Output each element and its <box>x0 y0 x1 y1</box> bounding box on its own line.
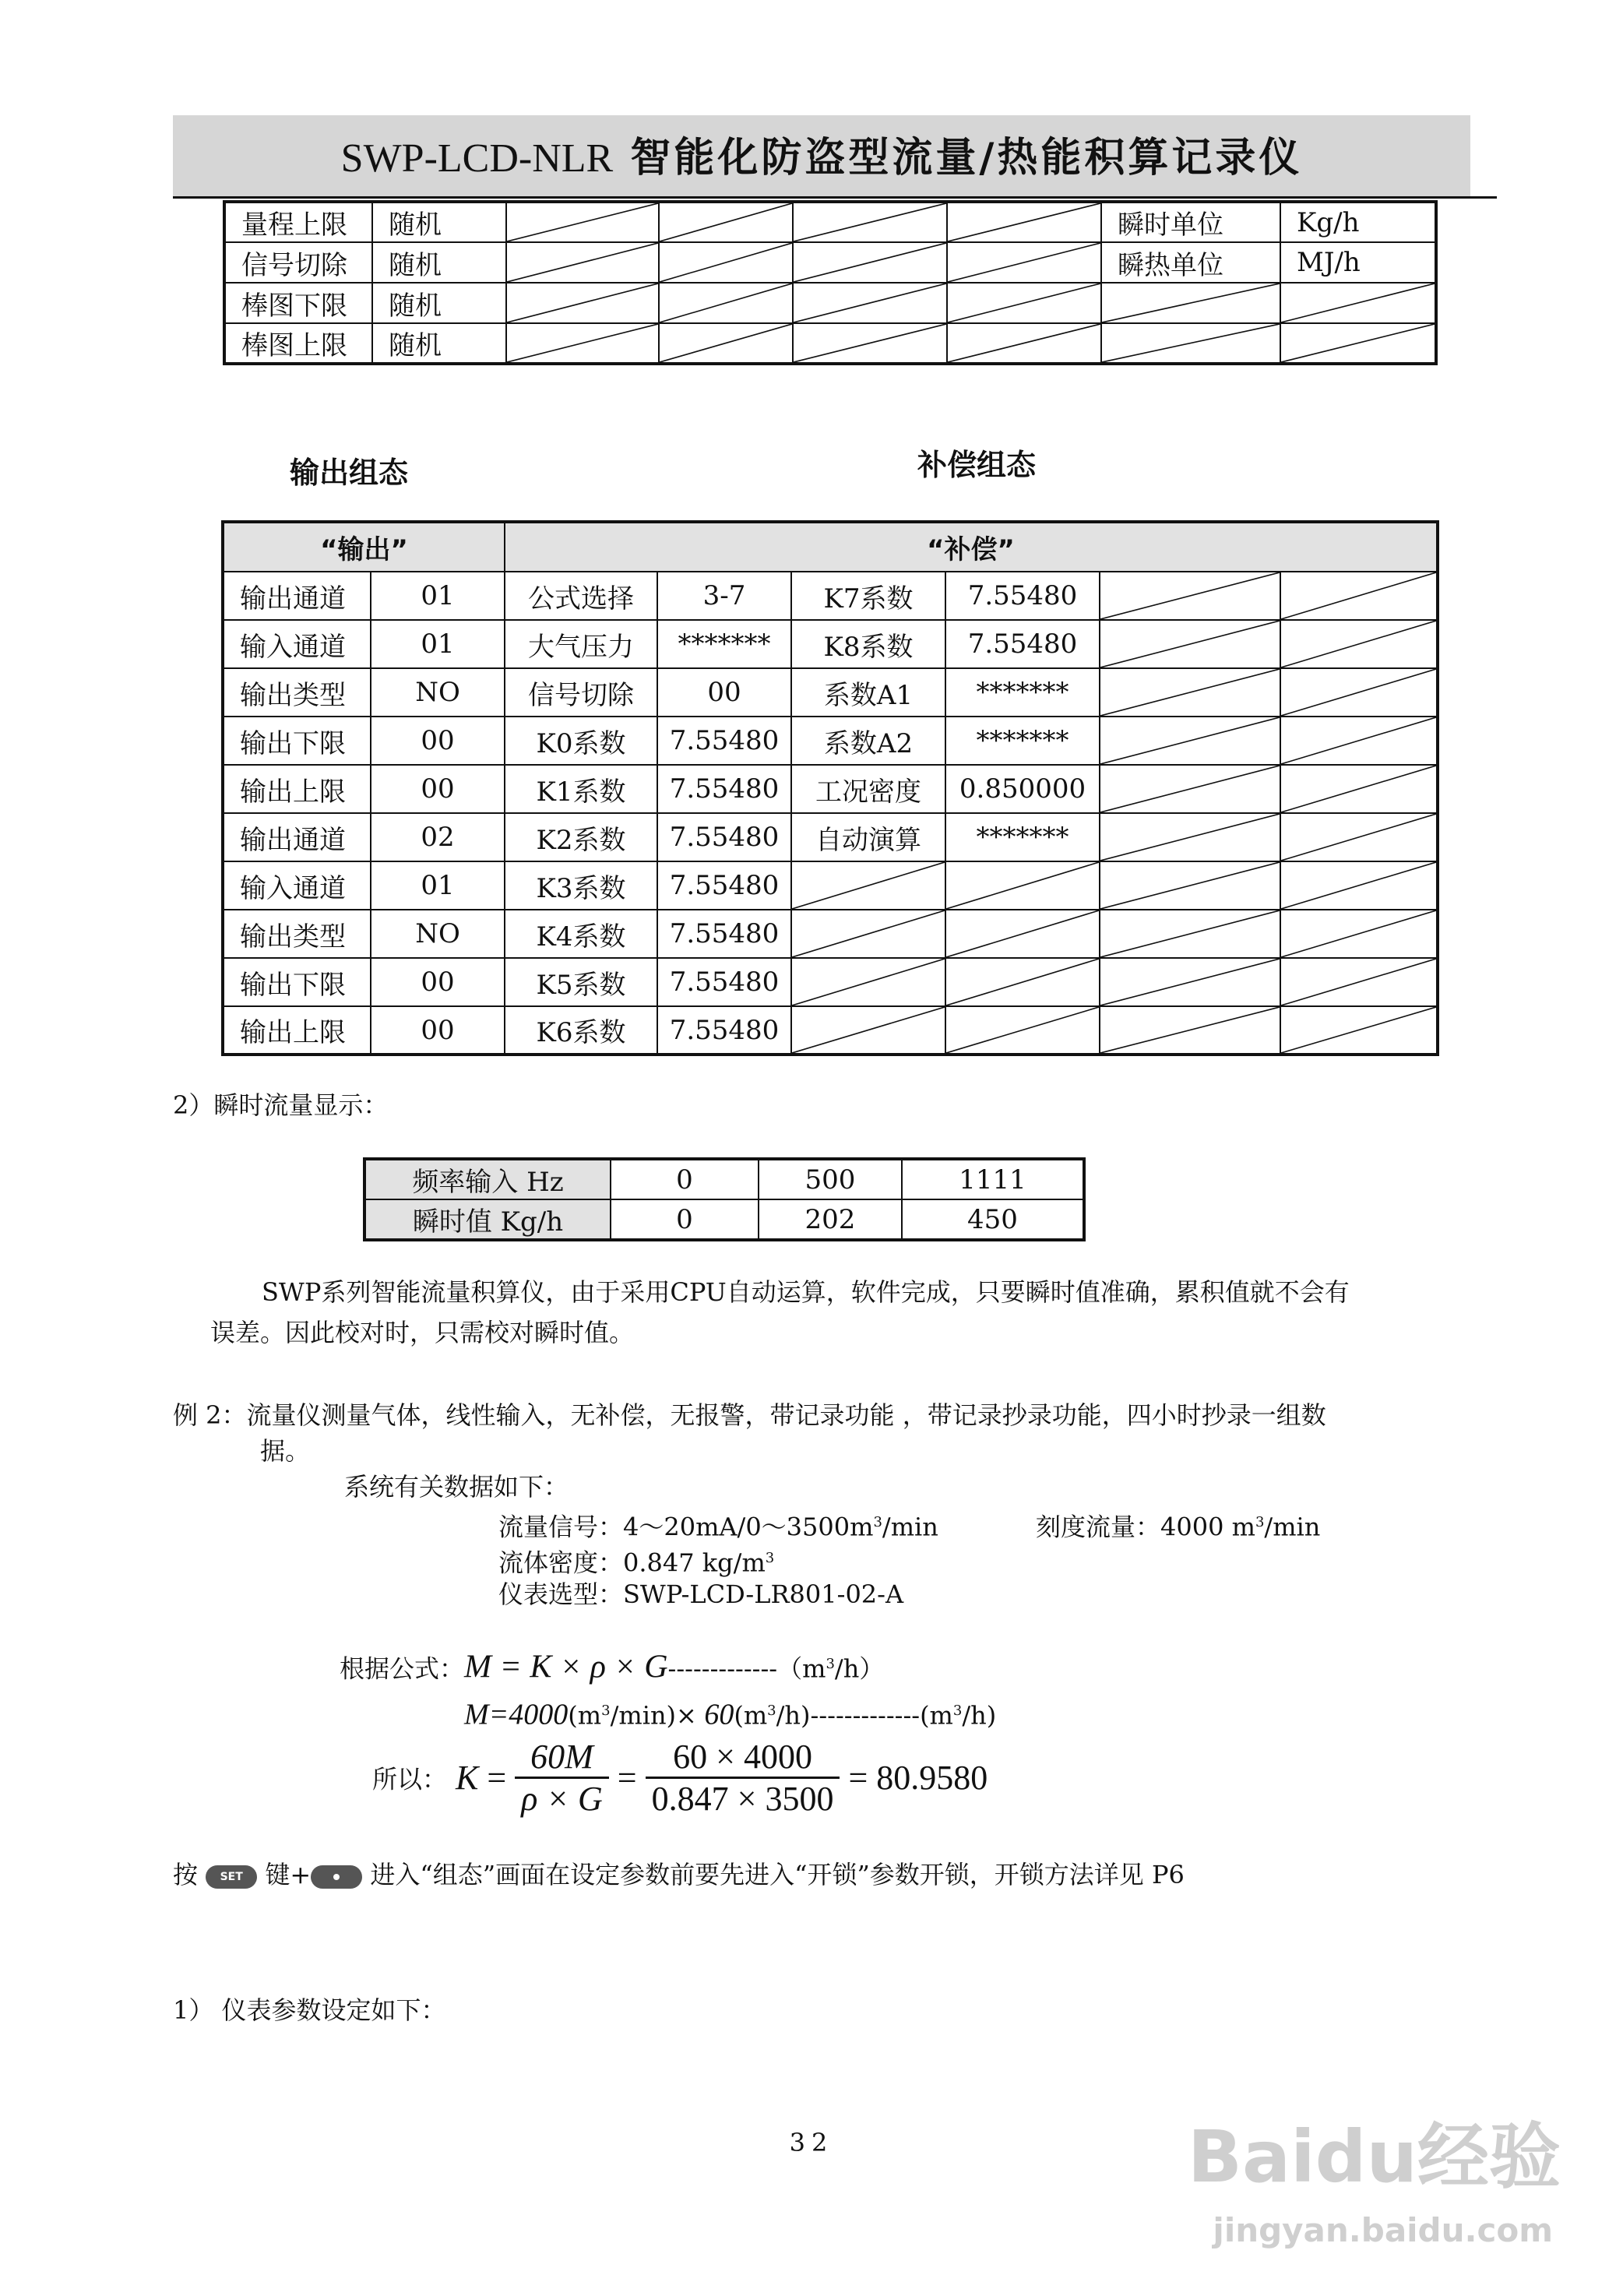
empty-cell <box>791 861 945 910</box>
param-value: ******* <box>945 668 1100 717</box>
param-value: 0.850000 <box>945 765 1100 813</box>
empty-cell <box>945 1006 1100 1055</box>
empty-cell <box>1100 765 1280 813</box>
instant-value-label: 瞬时值 Kg/h <box>364 1199 611 1240</box>
empty-cell <box>1101 283 1280 323</box>
paragraph-line: 误差。因此校对时，只需校对瞬时值。 <box>210 1318 635 1347</box>
param-value: 7.55480 <box>657 958 791 1006</box>
param-value: 7.55480 <box>945 620 1100 668</box>
formula-main: M = K × ρ × G <box>464 1649 668 1685</box>
param-value: ******* <box>945 717 1100 765</box>
param-label: K5系数 <box>505 958 657 1006</box>
param-value: 00 <box>657 668 791 717</box>
param-label: 系数A1 <box>791 668 945 717</box>
empty-cell <box>1280 765 1438 813</box>
unit-value: Kg/h <box>1280 202 1436 242</box>
param-label: K1系数 <box>505 765 657 813</box>
empty-cell <box>1101 323 1280 364</box>
param-label: 输出下限 <box>223 717 371 765</box>
model-name: SWP-LCD-NLR <box>340 136 614 181</box>
empty-cell <box>1280 717 1438 765</box>
empty-cell <box>1100 813 1280 861</box>
param-value: 00 <box>371 958 505 1006</box>
param-value: 7.55480 <box>657 813 791 861</box>
key-instruction: 按 SET 键+ 进入“组态”画面在设定参数前要先进入“开锁”参数开锁，开锁方法详见 P6 <box>173 1860 1185 1889</box>
empty-cell <box>1280 283 1436 323</box>
example-line: 例 2：流量仪测量气体，线性输入，无补偿，无报警，带记录功能 ，带记录抄录功能，四小时抄录一组数 <box>173 1400 1326 1430</box>
param-label: 输出上限 <box>223 765 371 813</box>
config-row <box>223 620 1438 668</box>
watermark-brand: Baidu经验 <box>1187 2115 1561 2199</box>
empty-cell <box>791 910 945 958</box>
empty-cell <box>793 202 947 242</box>
config-row <box>223 717 1438 765</box>
config-row <box>223 572 1438 620</box>
compensation-header: “补偿” <box>505 522 1438 572</box>
empty-cell <box>947 323 1101 364</box>
unit-label: 瞬热单位 <box>1101 242 1280 283</box>
freq-value: 500 <box>759 1159 902 1199</box>
range-row <box>224 242 1436 283</box>
param-label: K6系数 <box>505 1006 657 1055</box>
range-table <box>223 200 1438 365</box>
empty-cell <box>1100 668 1280 717</box>
param-value: 00 <box>371 765 505 813</box>
param-label: 棒图上限 <box>224 323 372 364</box>
empty-cell <box>1280 958 1438 1006</box>
param-value: 7.55480 <box>657 717 791 765</box>
fluid-density: 流体密度：0.847 $kg/m^3$ <box>498 1548 775 1578</box>
unit-value: MJ/h <box>1280 242 1436 283</box>
param-label: 输出通道 <box>223 572 371 620</box>
config-row <box>223 861 1438 910</box>
param-value: 01 <box>371 861 505 910</box>
param-value: NO <box>371 668 505 717</box>
range-row <box>224 283 1436 323</box>
system-data-intro: 系统有关数据如下： <box>344 1472 569 1502</box>
scale-flow: 刻度流量：4000 $m^3/\min$ <box>1036 1512 1321 1542</box>
empty-cell <box>1280 620 1438 668</box>
empty-cell <box>659 202 793 242</box>
param-label: K2系数 <box>505 813 657 861</box>
param-label: 输入通道 <box>223 861 371 910</box>
empty-cell <box>947 283 1101 323</box>
empty-cell <box>945 910 1100 958</box>
empty-cell <box>791 958 945 1006</box>
empty-cell <box>947 202 1101 242</box>
empty-cell <box>1280 323 1436 364</box>
header-rule <box>173 196 1497 199</box>
empty-cell <box>791 1006 945 1055</box>
param-value: 00 <box>371 1006 505 1055</box>
instant-value: 202 <box>759 1199 902 1240</box>
param-label: 公式选择 <box>505 572 657 620</box>
range-row <box>224 323 1436 364</box>
param-value: 01 <box>371 620 505 668</box>
config-row <box>223 1006 1438 1055</box>
freq-value: 0 <box>611 1159 759 1199</box>
unit-label: 瞬时单位 <box>1101 202 1280 242</box>
freq-value: 1111 <box>902 1159 1084 1199</box>
empty-cell <box>1100 910 1280 958</box>
empty-cell <box>1100 572 1280 620</box>
watermark-url: jingyan.baidu.com <box>1213 2211 1553 2249</box>
empty-cell <box>506 202 659 242</box>
param-label: 大气压力 <box>505 620 657 668</box>
example-line: 据。 <box>260 1436 311 1466</box>
param-label: K3系数 <box>505 861 657 910</box>
param-label: 系数A2 <box>791 717 945 765</box>
param-value: ******* <box>657 620 791 668</box>
param-label: 工况密度 <box>791 765 945 813</box>
shift-key-icon <box>311 1865 362 1889</box>
empty-cell <box>793 283 947 323</box>
empty-cell <box>1280 813 1438 861</box>
empty-cell <box>1100 620 1280 668</box>
param-label: K7系数 <box>791 572 945 620</box>
set-key-icon: SET <box>206 1865 257 1889</box>
empty-cell <box>1100 717 1280 765</box>
empty-cell <box>945 861 1100 910</box>
flow-display-table <box>363 1157 1086 1241</box>
param-label: 输出类型 <box>223 668 371 717</box>
output-config-title: 输出组态 <box>290 456 409 490</box>
param-label: 自动演算 <box>791 813 945 861</box>
param-label: 信号切除 <box>505 668 657 717</box>
config-row <box>223 668 1438 717</box>
compensation-config-title: 补偿组态 <box>917 448 1037 482</box>
empty-cell <box>1280 910 1438 958</box>
freq-input-label: 频率输入 Hz <box>364 1159 611 1199</box>
param-value: 7.55480 <box>657 1006 791 1055</box>
formula-line-2: $M=4000(m^3/\min)\times 60(m^3/h)-------------(m^3/h)$ <box>464 1698 997 1731</box>
empty-cell <box>659 323 793 364</box>
empty-cell <box>659 242 793 283</box>
page-header-title <box>173 125 1470 183</box>
empty-cell <box>945 958 1100 1006</box>
empty-cell <box>506 242 659 283</box>
instant-value: 450 <box>902 1199 1084 1240</box>
empty-cell <box>1100 958 1280 1006</box>
formula-line-1: 根据公式：$M = K \times \rho \times G-------------(m^3/h)$ <box>340 1649 885 1685</box>
instant-value: 0 <box>611 1199 759 1240</box>
empty-cell <box>1280 861 1438 910</box>
param-value: 随机 <box>372 202 506 242</box>
paragraph-line: SWP系列智能流量积算仪，由于采用CPU自动运算，软件完成，只要瞬时值准确，累积值就不会有 <box>262 1277 1350 1307</box>
param-value: 7.55480 <box>657 910 791 958</box>
param-label: 信号切除 <box>224 242 372 283</box>
param-value: 随机 <box>372 242 506 283</box>
empty-cell <box>947 242 1101 283</box>
param-value: 00 <box>371 717 505 765</box>
param-value: NO <box>371 910 505 958</box>
param-value: 随机 <box>372 323 506 364</box>
param-label: 输出类型 <box>223 910 371 958</box>
empty-cell <box>793 242 947 283</box>
param-value: 随机 <box>372 283 506 323</box>
param-value: 7.55480 <box>657 765 791 813</box>
empty-cell <box>1100 861 1280 910</box>
empty-cell <box>506 323 659 364</box>
param-label: 输入通道 <box>223 620 371 668</box>
empty-cell <box>1280 1006 1438 1055</box>
param-label: 输出通道 <box>223 813 371 861</box>
page-number: 32 <box>789 2128 834 2157</box>
empty-cell <box>506 283 659 323</box>
formula-result: 所以： K = $\frac{60M}{\rho \times G}$ = $\frac{60 \times 4000}{0.847 \times 3500}$ = 80.9580 <box>372 1738 988 1818</box>
param-label: 输出下限 <box>223 958 371 1006</box>
param-label: K4系数 <box>505 910 657 958</box>
param-label: 输出上限 <box>223 1006 371 1055</box>
config-row <box>223 765 1438 813</box>
param-value: 3-7 <box>657 572 791 620</box>
param-value: 01 <box>371 572 505 620</box>
header-title-cn: 智能化防盗型流量/热能积算记录仪 <box>613 135 1303 181</box>
empty-cell <box>1280 572 1438 620</box>
param-value: 7.55480 <box>657 861 791 910</box>
param-value: 7.55480 <box>945 572 1100 620</box>
param-label: K8系数 <box>791 620 945 668</box>
step-1: 1） 仪表参数设定如下： <box>173 1995 446 2025</box>
flow-signal: 流量信号：$4\sim 20mA/0\sim 3500m^3/\min$ <box>498 1512 938 1542</box>
flow-display-caption: 2）瞬时流量显示： <box>173 1090 389 1120</box>
empty-cell <box>793 323 947 364</box>
config-row <box>223 813 1438 861</box>
empty-cell <box>659 283 793 323</box>
range-row <box>224 202 1436 242</box>
empty-cell <box>1280 668 1438 717</box>
config-row <box>223 958 1438 1006</box>
config-row <box>223 910 1438 958</box>
param-label: K0系数 <box>505 717 657 765</box>
output-header: “输出” <box>223 522 505 572</box>
param-label: 量程上限 <box>224 202 372 242</box>
param-value: ******* <box>945 813 1100 861</box>
empty-cell <box>1100 1006 1280 1055</box>
param-value: 02 <box>371 813 505 861</box>
param-label: 棒图下限 <box>224 283 372 323</box>
meter-model: 仪表选型：SWP-LCD-LR801-02-A <box>498 1579 904 1609</box>
config-table <box>221 520 1439 1056</box>
